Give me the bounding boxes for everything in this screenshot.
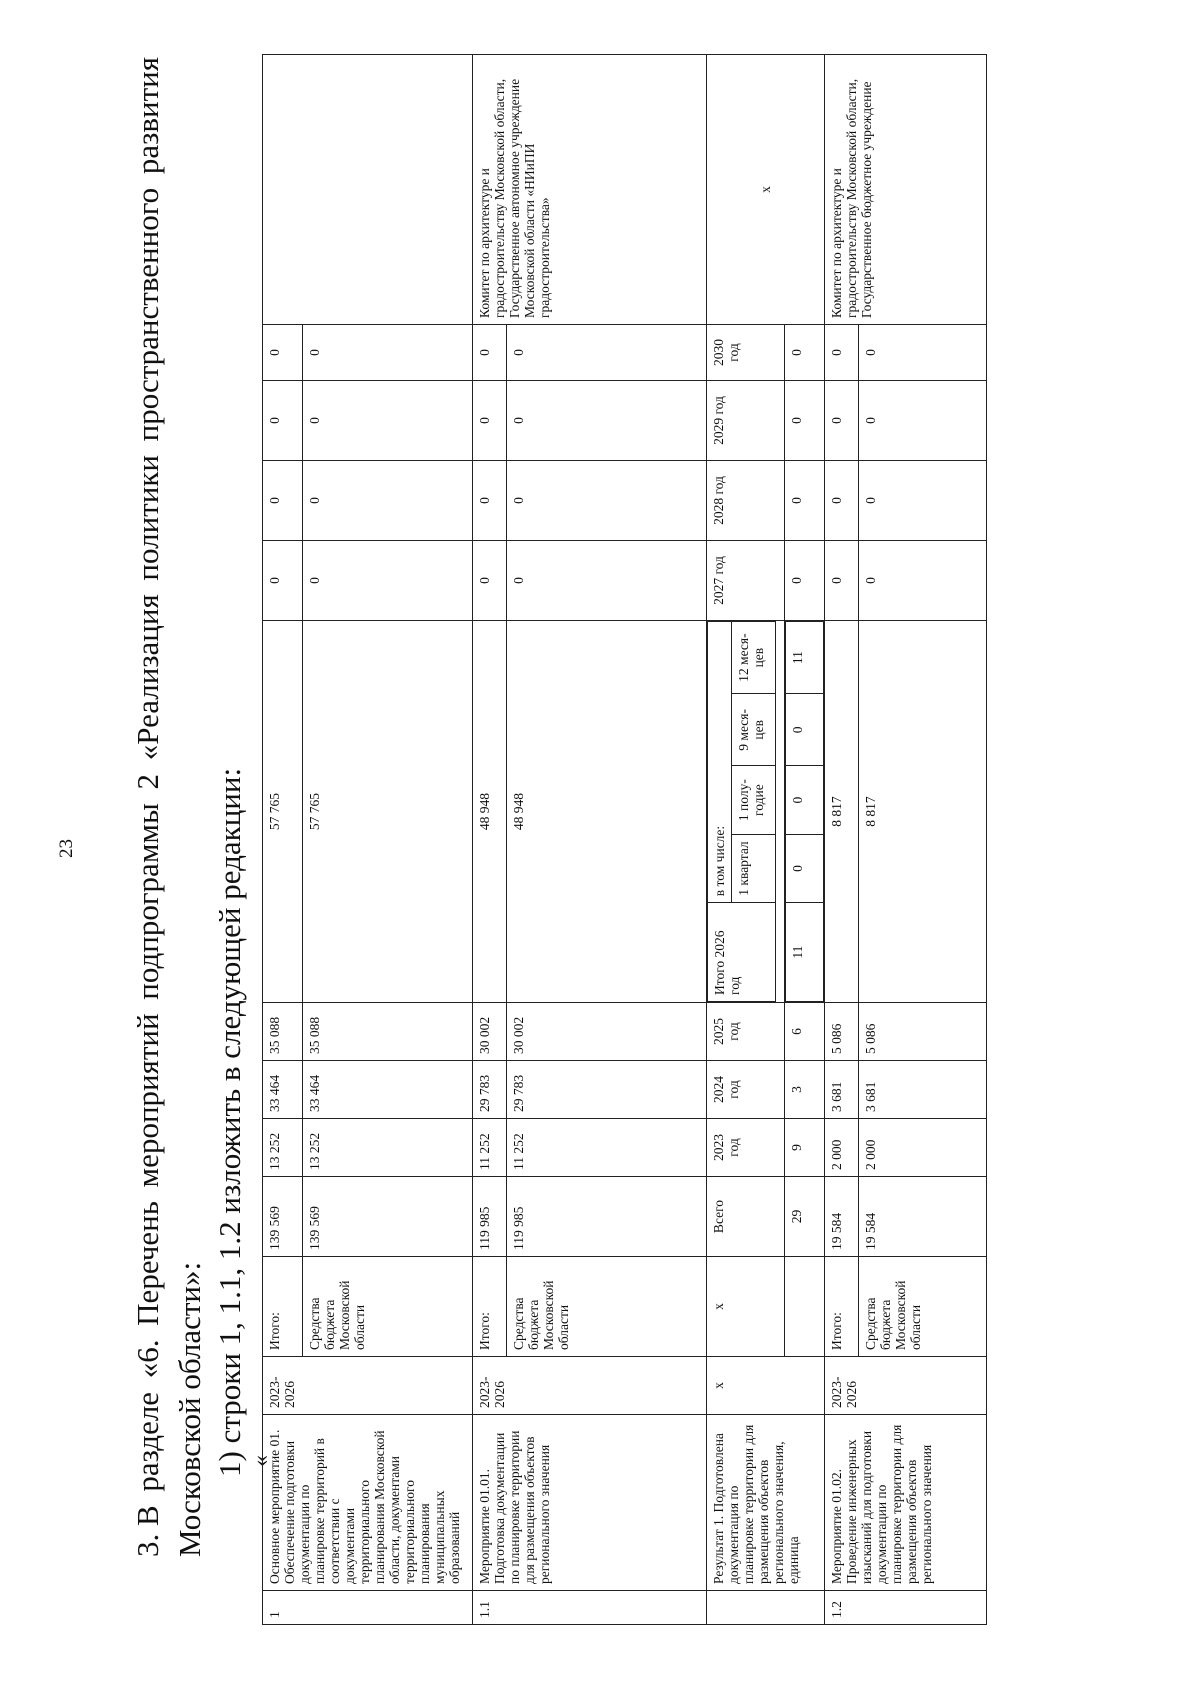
result-source-empty	[785, 1257, 825, 1357]
value-2029: 0	[859, 381, 987, 461]
result-value-q1: 0	[786, 834, 824, 902]
heading-word: разделе	[130, 1391, 165, 1492]
heading-word: пространственного	[130, 187, 165, 442]
result-value-2026-total: 11	[786, 903, 824, 1002]
header-2028: 2028 год	[707, 461, 785, 541]
heading-word: мероприятий	[130, 1013, 165, 1188]
measure-name: Мероприятие 01.01. Подготовка документации по планировке территории для размещения объектов регионального значения	[473, 1415, 707, 1591]
value-2026: 8 817	[825, 621, 859, 1003]
value-total: 19 584	[859, 1177, 987, 1257]
value-2026: 8 817	[859, 621, 987, 1003]
value-2030: 0	[263, 325, 303, 381]
value-2026: 48 948	[473, 621, 507, 1003]
source-label: Средства бюджета Московской области	[507, 1257, 707, 1357]
value-2023: 11 252	[507, 1119, 707, 1177]
row-number: 1.1	[473, 1591, 707, 1625]
total-label: Итого:	[473, 1257, 507, 1357]
table-row-1	[263, 55, 303, 1625]
value-2026: 57 765	[303, 621, 473, 1003]
header-2026-total: Итого 2026 год	[708, 903, 776, 1002]
result-value-m12: 11	[786, 622, 824, 694]
table-row-1-2	[825, 55, 859, 1625]
header-2026-cell	[707, 621, 785, 1003]
value-2029: 0	[507, 381, 707, 461]
years: 2023-2026	[825, 1357, 987, 1415]
value-2024: 33 464	[263, 1061, 303, 1119]
heading-word: «Реализация	[130, 594, 165, 761]
heading-word: подпрограммы	[130, 803, 165, 1000]
result-2026-cell	[785, 621, 825, 1003]
result-value-2027: 0	[785, 541, 825, 621]
heading-line-2: Московской области»:	[172, 1261, 207, 1557]
value-2025: 30 002	[473, 1003, 507, 1061]
heading-line-1	[130, 57, 166, 1557]
header-m9: 9 меся-цев	[732, 694, 776, 766]
value-2023: 2 000	[859, 1119, 987, 1177]
value-2024: 3 681	[825, 1061, 859, 1119]
value-2029: 0	[825, 381, 859, 461]
value-total: 119 985	[507, 1177, 707, 1257]
result-years-x: x	[707, 1357, 825, 1415]
value-2029: 0	[473, 381, 507, 461]
total-label: Итого:	[825, 1257, 859, 1357]
open-quote: «	[248, 1455, 274, 1467]
value-2028: 0	[303, 461, 473, 541]
value-2027: 0	[303, 541, 473, 621]
result-value-h1: 0	[786, 766, 824, 834]
heading-word: Перечень	[130, 1201, 165, 1326]
value-2028: 0	[825, 461, 859, 541]
header-2027: 2027 год	[707, 541, 785, 621]
value-2023: 2 000	[825, 1119, 859, 1177]
value-2023: 13 252	[263, 1119, 303, 1177]
value-2028: 0	[507, 461, 707, 541]
value-2026: 57 765	[263, 621, 303, 1003]
row-number-empty	[707, 1591, 825, 1625]
result-executor-x: x	[707, 55, 825, 325]
value-2023: 13 252	[303, 1119, 473, 1177]
nested-2026-values	[785, 621, 824, 1002]
result-value-2030: 0	[785, 325, 825, 381]
years: 2023-2026	[263, 1357, 473, 1415]
heading-word: «6.	[130, 1339, 165, 1379]
measure-name: Основное мероприятие 01. Обеспечение подготовки документации по планировке территорий в соответствии с документами территориального планирования Московской области, документами территориального планирования муниципальных образований	[263, 1415, 473, 1591]
value-2027: 0	[263, 541, 303, 621]
value-2030: 0	[859, 325, 987, 381]
value-2027: 0	[473, 541, 507, 621]
row-number: 1.2	[825, 1591, 987, 1625]
value-2029: 0	[263, 381, 303, 461]
value-2025: 35 088	[263, 1003, 303, 1061]
source-label: Средства бюджета Московской области	[303, 1257, 473, 1357]
header-2024: 2024 год	[707, 1061, 785, 1119]
value-2030: 0	[825, 325, 859, 381]
executor: Комитет по архитектуре и градостроительству Московской области, Государственное автономное учреждение Московской области «НИиПИ градостроительства»	[473, 55, 707, 325]
result-value-2023: 9	[785, 1119, 825, 1177]
page-number: 23	[56, 839, 77, 858]
value-2024: 29 783	[507, 1061, 707, 1119]
row-number: 1	[263, 1591, 473, 1625]
header-m12: 12 меся-цев	[732, 622, 776, 694]
table-row-1-1	[473, 55, 507, 1625]
value-2026: 48 948	[507, 621, 707, 1003]
header-2030: 2030 год	[707, 325, 785, 381]
header-2023: 2023 год	[707, 1119, 785, 1177]
heading-word: 2	[130, 773, 165, 790]
value-2028: 0	[859, 461, 987, 541]
result-value-2024: 3	[785, 1061, 825, 1119]
nested-2026-header	[707, 621, 776, 1002]
value-2029: 0	[303, 381, 473, 461]
value-2025: 30 002	[507, 1003, 707, 1061]
heading-line-3: 1) строки 1, 1.1, 1.2 изложить в следующей редакции:	[212, 767, 247, 1477]
result-name: Результат 1. Подготовлена документация по планировке территории для размещения объектов регионального значения, единица	[707, 1415, 825, 1591]
header-total: Всего	[707, 1177, 785, 1257]
header-2025: 2025 год	[707, 1003, 785, 1061]
value-2025: 5 086	[825, 1003, 859, 1061]
value-total: 139 569	[263, 1177, 303, 1257]
value-2027: 0	[825, 541, 859, 621]
value-2024: 33 464	[303, 1061, 473, 1119]
value-2024: 3 681	[859, 1061, 987, 1119]
value-2030: 0	[507, 325, 707, 381]
value-2025: 5 086	[859, 1003, 987, 1061]
header-q1: 1 квартал	[732, 834, 776, 902]
value-2028: 0	[473, 461, 507, 541]
header-2029: 2029 год	[707, 381, 785, 461]
result-value-2029: 0	[785, 381, 825, 461]
value-2030: 0	[303, 325, 473, 381]
result-source-x: x	[707, 1257, 785, 1357]
result-value-2028: 0	[785, 461, 825, 541]
value-2027: 0	[859, 541, 987, 621]
source-label: Средства бюджета Московской области	[859, 1257, 987, 1357]
result-value-m9: 0	[786, 694, 824, 766]
executor: Комитет по архитектуре и градостроительству Московской области, Государственное бюджетное учреждение	[825, 55, 987, 325]
value-2023: 11 252	[473, 1119, 507, 1177]
value-2025: 35 088	[303, 1003, 473, 1061]
measures-table	[262, 54, 987, 1625]
result-value-total: 29	[785, 1177, 825, 1257]
result-value-2025: 6	[785, 1003, 825, 1061]
value-2024: 29 783	[473, 1061, 507, 1119]
total-label: Итого:	[263, 1257, 303, 1357]
value-2028: 0	[263, 461, 303, 541]
value-total: 139 569	[303, 1177, 473, 1257]
value-2030: 0	[473, 325, 507, 381]
header-incl: в том числе:	[708, 622, 732, 903]
measure-name: Мероприятие 01.02. Проведение инженерных изысканий для подготовки документации по планировке территории для размещения объектов регионального значения	[825, 1415, 987, 1591]
years: 2023-2026	[473, 1357, 707, 1415]
heading-word: политики	[130, 455, 165, 581]
executor	[263, 55, 473, 325]
heading-word: развития	[130, 57, 165, 175]
value-2027: 0	[507, 541, 707, 621]
table-row-result	[707, 55, 785, 1625]
heading-word: 3. В	[130, 1505, 165, 1557]
value-total: 19 584	[825, 1177, 859, 1257]
header-h1: 1 полу-годие	[732, 766, 776, 834]
value-total: 119 985	[473, 1177, 507, 1257]
